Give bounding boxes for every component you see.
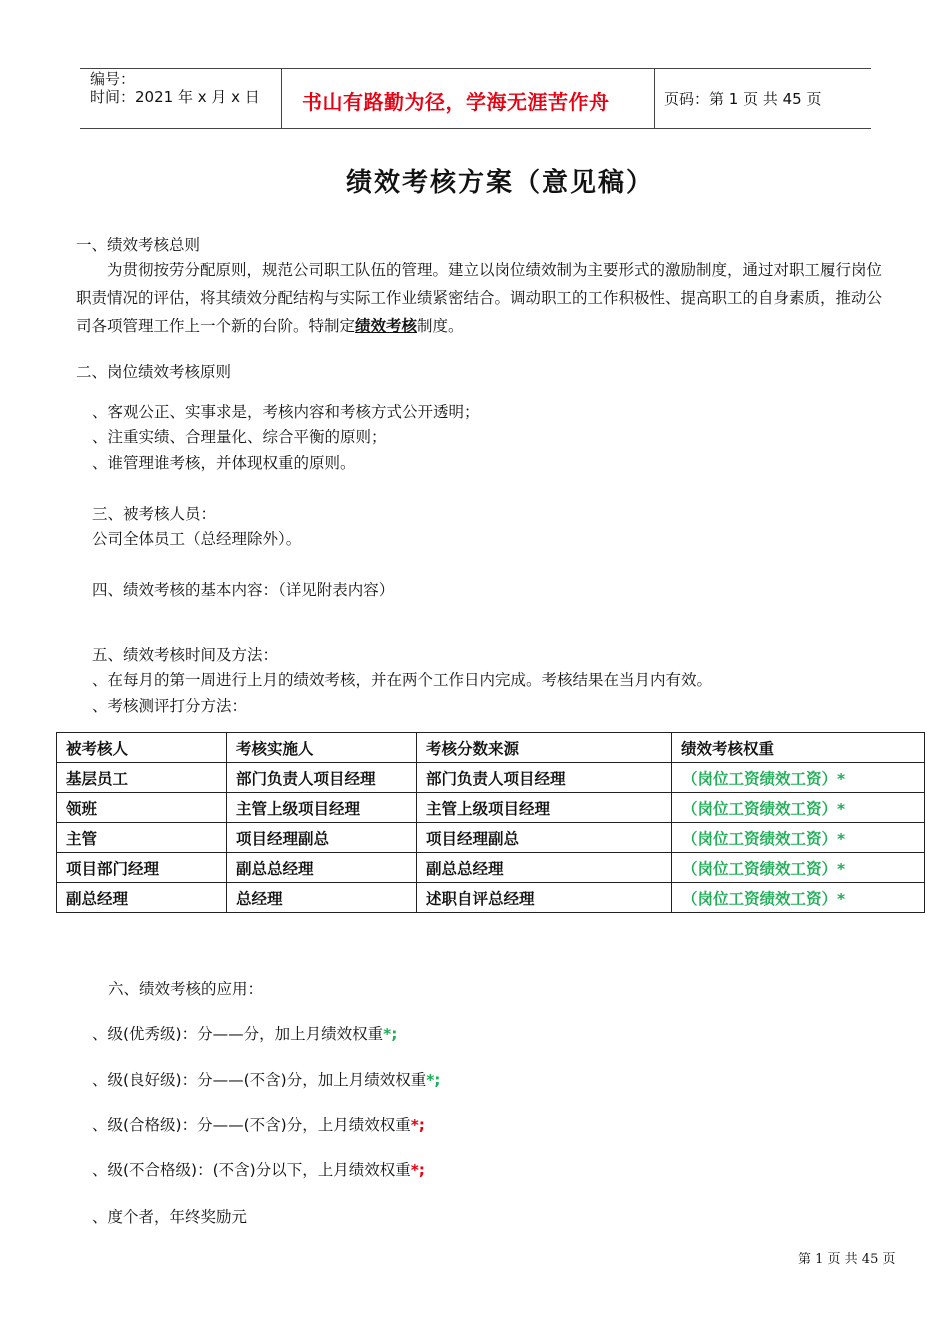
table-header-cell: 考核实施人 (227, 733, 417, 763)
section6-heading: 六、绩效考核的应用： (108, 980, 264, 998)
table-row (57, 763, 925, 793)
section4-heading: 四、绩效考核的基本内容：（详见附表内容） (92, 581, 395, 599)
table-cell-weight: （岗位工资绩效工资）* (672, 853, 925, 883)
table-cell-weight: （岗位工资绩效工资）* (672, 793, 925, 823)
table-cell: 总经理 (227, 883, 417, 913)
header-motto: 书山有路勤为径，学海无涯苦作舟 (302, 90, 610, 114)
header-time-label: 时间：2021 年 x 月 x 日 (90, 88, 260, 106)
table-cell: 部门负责人项目经理 (227, 763, 417, 793)
table-cell: 基层员工 (57, 763, 227, 793)
page-footer: 第 1 页 共 45 页 (798, 1252, 896, 1267)
table-cell: 副总经理 (57, 883, 227, 913)
header-divider-right (654, 68, 655, 129)
section6-item-mark: *; (410, 1116, 426, 1134)
table-cell: 副总总经理 (417, 853, 672, 883)
section6-item-text: 、级(合格级)：分——(不含)分，上月绩效权重 (92, 1116, 411, 1134)
section1-text-part2: 制度。 (417, 317, 464, 335)
section6-item (92, 1203, 247, 1231)
table-cell: 副总总经理 (227, 853, 417, 883)
section1-paragraph (76, 256, 896, 340)
table-row (57, 823, 925, 853)
section3-text: 公司全体员工（总经理除外）。 (92, 530, 302, 548)
table-cell: 项目经理副总 (227, 823, 417, 853)
section6-item-mark: *; (426, 1071, 441, 1089)
section2-item: 、客观公正、实事求是，考核内容和考核方式公开透明； (92, 403, 480, 421)
assessment-table (56, 732, 925, 913)
table-header-cell: 被考核人 (57, 733, 227, 763)
table-header-cell: 绩效考核权重 (672, 733, 925, 763)
section2-heading: 二、岗位绩效考核原则 (76, 363, 232, 381)
table-cell: 项目部门经理 (57, 853, 227, 883)
section1-underlined-term: 绩效考核 (355, 317, 418, 335)
header-top-rule (80, 68, 871, 69)
table-cell: 部门负责人项目经理 (417, 763, 672, 793)
table-row (57, 793, 925, 823)
section6-item-text: 、级(优秀级)：分——分，加上月绩效权重 (92, 1025, 384, 1043)
page-title: 绩效考核方案（意见稿） (346, 168, 655, 198)
table-cell: 主管 (57, 823, 227, 853)
table-cell: 项目经理副总 (417, 823, 672, 853)
table-cell: 主管上级项目经理 (227, 793, 417, 823)
section1-heading: 一、绩效考核总则 (76, 236, 201, 254)
section6-item (92, 1020, 397, 1048)
section2-item: 、谁管理谁考核，并体现权重的原则。 (92, 454, 356, 472)
section6-item (92, 1156, 425, 1184)
table-cell: 主管上级项目经理 (417, 793, 672, 823)
section6-item-text: 、度个者，年终奖励元 (92, 1208, 248, 1226)
table-cell-weight: （岗位工资绩效工资）* (672, 763, 925, 793)
table-cell: 述职自评总经理 (417, 883, 672, 913)
section6-item-text: 、级(不合格级)：(不含)分以下，上月绩效权重 (92, 1161, 411, 1179)
section6-item-text: 、级(良好级)：分——(不含)分，加上月绩效权重 (92, 1071, 427, 1089)
section6-item (92, 1066, 441, 1094)
table-row (57, 853, 925, 883)
header-bottom-rule (80, 128, 871, 129)
section5-heading: 五、绩效考核时间及方法： (92, 646, 279, 664)
section6-item-mark: *; (383, 1025, 398, 1043)
section6-item (92, 1111, 425, 1139)
section6-item-mark: *; (410, 1161, 426, 1179)
table-header-cell: 考核分数来源 (417, 733, 672, 763)
section5-item: 、在每月的第一周进行上月的绩效考核，并在两个工作日内完成。考核结果在当月内有效。 (92, 671, 713, 689)
section1-text-part1: 为贯彻按劳分配原则，规范公司职工队伍的管理。建立以岗位绩效制为主要形式的激励制度，通过对职工履行岗位职责情况的评估，将其绩效分配结构与实际工作业绩紧密结合。调动职工的工作积极性、提高职工的自身素质，推动公司各项管理工作上一个新的台阶。特制定 (76, 261, 883, 335)
header-page-label: 页码：第 1 页 共 45 页 (664, 90, 822, 108)
header-divider-left (281, 68, 282, 129)
section2-item: 、注重实绩、合理量化、综合平衡的原则； (92, 428, 387, 446)
header-number-label: 编号： (90, 70, 136, 88)
section5-item: 、考核测评打分方法： (92, 697, 248, 715)
section3-heading: 三、被考核人员： (92, 505, 217, 523)
table-cell-weight: （岗位工资绩效工资）* (672, 883, 925, 913)
table-cell: 领班 (57, 793, 227, 823)
table-row (57, 883, 925, 913)
table-header-row (57, 733, 925, 763)
table-cell-weight: （岗位工资绩效工资）* (672, 823, 925, 853)
